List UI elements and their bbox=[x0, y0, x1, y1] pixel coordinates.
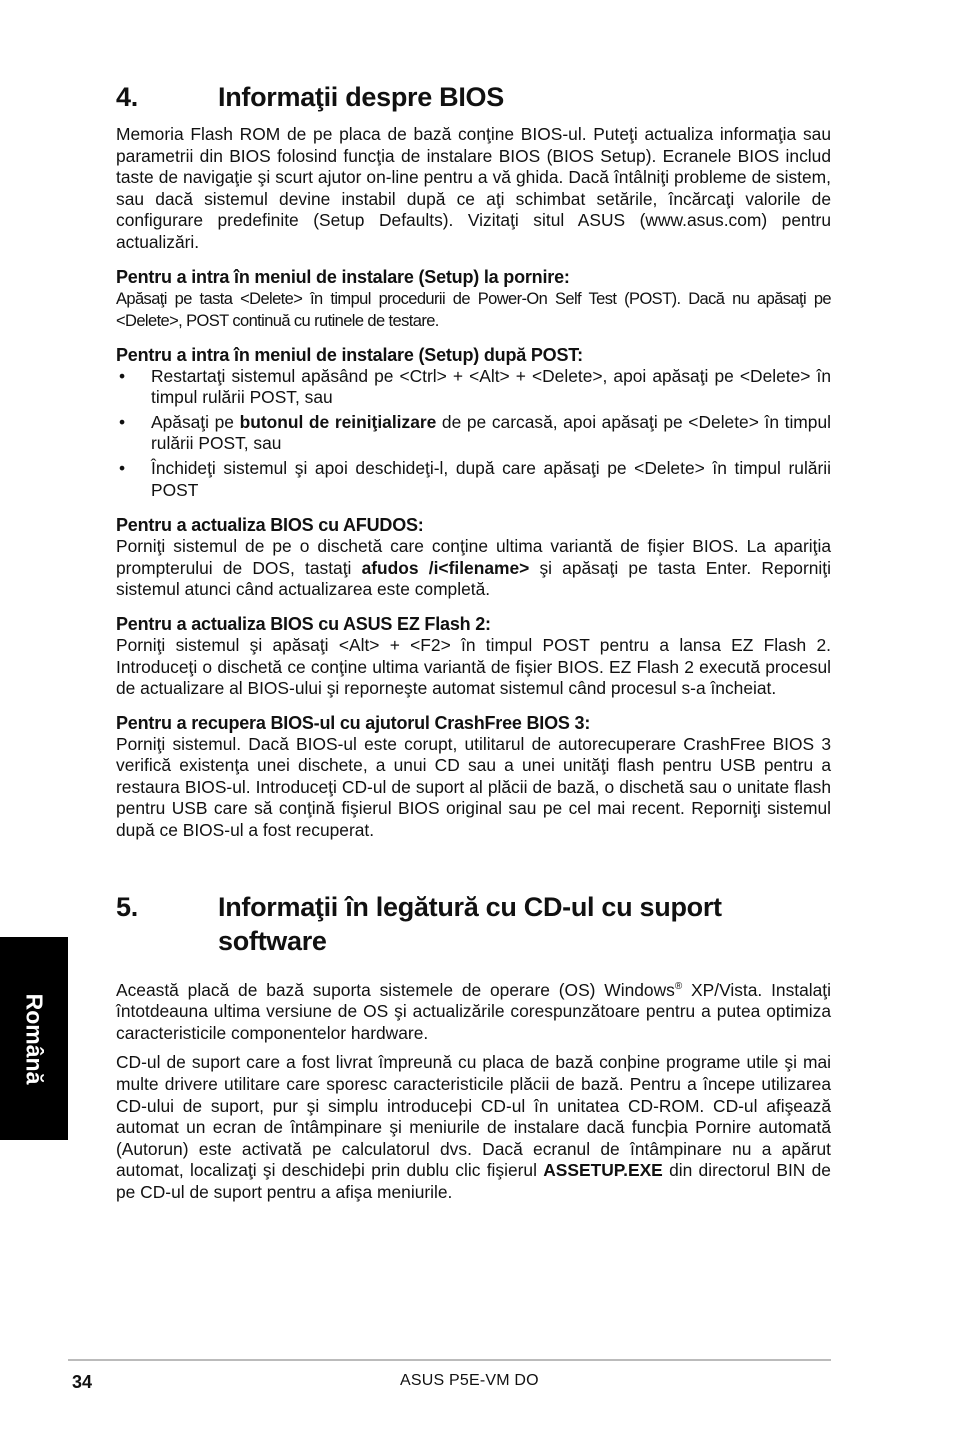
list-item bbox=[116, 366, 831, 409]
page-number: 34 bbox=[72, 1372, 93, 1392]
list-item-text: Închideţi sistemul şi apoi deschideţi-l, după care apăsaţi pe <Delete> în timpul rulării POST bbox=[151, 457, 831, 500]
ezflash-heading: Pentru a actualiza BIOS cu ASUS EZ Flash 2: bbox=[116, 613, 491, 634]
bullet: • bbox=[119, 457, 126, 478]
os-text-pre: Această placă de bază suporta sistemele de operare (OS) Windows bbox=[116, 979, 675, 1000]
section-4-title-text: Informaţii despre BIOS bbox=[218, 82, 504, 112]
section-5-title bbox=[116, 890, 831, 958]
section-4-number: 4. bbox=[116, 82, 138, 112]
section-5-number: 5. bbox=[116, 891, 138, 922]
reset-button-term: butonul de reiniţializare bbox=[239, 411, 437, 432]
list-item bbox=[116, 458, 831, 501]
afudos-heading: Pentru a actualiza BIOS cu AFUDOS: bbox=[116, 515, 424, 536]
registered-mark: ® bbox=[674, 980, 683, 992]
page-content bbox=[116, 76, 831, 1204]
footer-divider bbox=[68, 1359, 831, 1361]
afudos-text bbox=[116, 536, 831, 601]
assetup-filename: ASSETUP.EXE bbox=[543, 1160, 663, 1181]
list-item-text: Restartaţi sistemul apăsând pe <Ctrl> + <Alt> + <Delete>, apoi apăsaţi pe <Delete> în timpul rulării POST, sau bbox=[151, 365, 831, 408]
ezflash-text: Porniţi sistemul şi apăsaţi <Alt> + <F2> în timpul POST pentru a lansa EZ Flash 2. Introduceţi o dischetă ce conţine ultima variantă de fişier BIOS. EZ Flash 2 execută procesul de actualizare al BIOS-ului şi reporneşte automat sistemul când procesul s-a încheiat. bbox=[116, 634, 831, 699]
afudos-text-pre: Porniţi sistemul de pe o dischetă care conţine ultima variantă de fişier BIOS. La apariţia prompterului de DOS, tastaţi bbox=[116, 536, 831, 578]
language-label: Română bbox=[21, 993, 48, 1084]
language-tab bbox=[0, 937, 68, 1140]
list-item-text-post: de pe carcasă, apoi apăsaţi pe <Delete> în timpul rulării POST, sau bbox=[151, 411, 831, 454]
model-name: ASUS P5E-VM DO bbox=[400, 1372, 539, 1389]
cd-text-pre: CD-ul de suport care a fost livrat împreună cu placa de bază conþine programe utile şi mai multe drivere utilitare care sporesc caracteristicile plăcii de bază. Pentru a începe utilizarea CD-ului de suport, pur şi simplu introduceþi CD-ul în unitatea CD-ROM. CD-ul afişează automat un ecran de întâmpinare şi meniurile de instalare dacă funcþia Pornire automată (Autorun) este activată pe calculatorul dvs. Dacă ecranul de întâmpinare nu a apărut automat, localizaţi şi deschideþi prin dublu clic fişierul bbox=[116, 1052, 831, 1181]
setup-at-boot-text: Apăsaţi pe tasta <Delete> în timpul procedurii de Power-On Self Test (POST). Dacă nu apăsaţi pe <Delete>, POST continuă cu rutinele de testare. bbox=[116, 289, 831, 330]
section-5-paragraph-1 bbox=[116, 980, 831, 1045]
bullet: • bbox=[119, 411, 126, 432]
setup-after-post-heading: Pentru a intra în meniul de instalare (Setup) după POST: bbox=[116, 344, 583, 365]
afudos-command: afudos /i<filename> bbox=[361, 557, 530, 578]
section-4-intro: Memoria Flash ROM de pe placa de bază conţine BIOS-ul. Puteţi actualiza informaţia sau parametrii din BIOS folosind funcţia de instalare BIOS (BIOS Setup). Ecranele BIOS includ taste de navigaţie şi scurt ajutor on-line pentru a vă ghida. Dacă întâlniţi probleme de sistem, sau dacă sistemul devine instabil după ce aţi schimbat setările, încărcaţi valorile de configurare predefinite (Setup Defaults). Vizitaţi situl ASUS (www.asus.com) pentru actualizări. bbox=[116, 124, 831, 252]
os-text-post: XP/Vista. Instalaţi întotdeauna ultima versiune de OS şi actualizările corespunzătoare pentru a putea optimiza caracteristicile componentelor hardware. bbox=[116, 979, 831, 1043]
list-item bbox=[116, 412, 831, 455]
setup-at-boot-heading: Pentru a intra în meniul de instalare (Setup) la pornire: bbox=[116, 266, 570, 287]
list-item-text-pre: Apăsaţi pe bbox=[151, 411, 240, 432]
afudos-text-post: şi apăsaţi pe tasta Enter. Reporniţi sistemul atunci când actualizarea este completă. bbox=[116, 557, 831, 600]
crashfree-heading: Pentru a recupera BIOS-ul cu ajutorul CrashFree BIOS 3: bbox=[116, 712, 591, 733]
crashfree-text: Porniţi sistemul. Dacă BIOS-ul este corupt, utilitarul de autorecuperare CrashFree BIOS 3 verifică existenţa unei dischete, a unui CD sau a unei unităţi flash pentru USB pentru a restaura BIOS-ul. Introduceţi CD-ul de suport al plăcii de bază, o dischetă sau o unitate flash pentru USB care să conţină fişierul BIOS original sau pe cel mai recent. Reporniţi sistemul după ce BIOS-ul a fost recuperat. bbox=[116, 733, 831, 841]
cd-text-post: din directorul BIN de pe CD-ul de suport pentru a afişa meniurile. bbox=[116, 1160, 831, 1202]
section-4-title bbox=[116, 80, 831, 114]
section-5-title-text: Informaţii în legătură cu CD-ul cu suport software bbox=[218, 891, 722, 956]
bullet: • bbox=[119, 365, 126, 386]
setup-after-post-list bbox=[116, 366, 831, 502]
section-5-paragraph-2 bbox=[116, 1052, 831, 1203]
